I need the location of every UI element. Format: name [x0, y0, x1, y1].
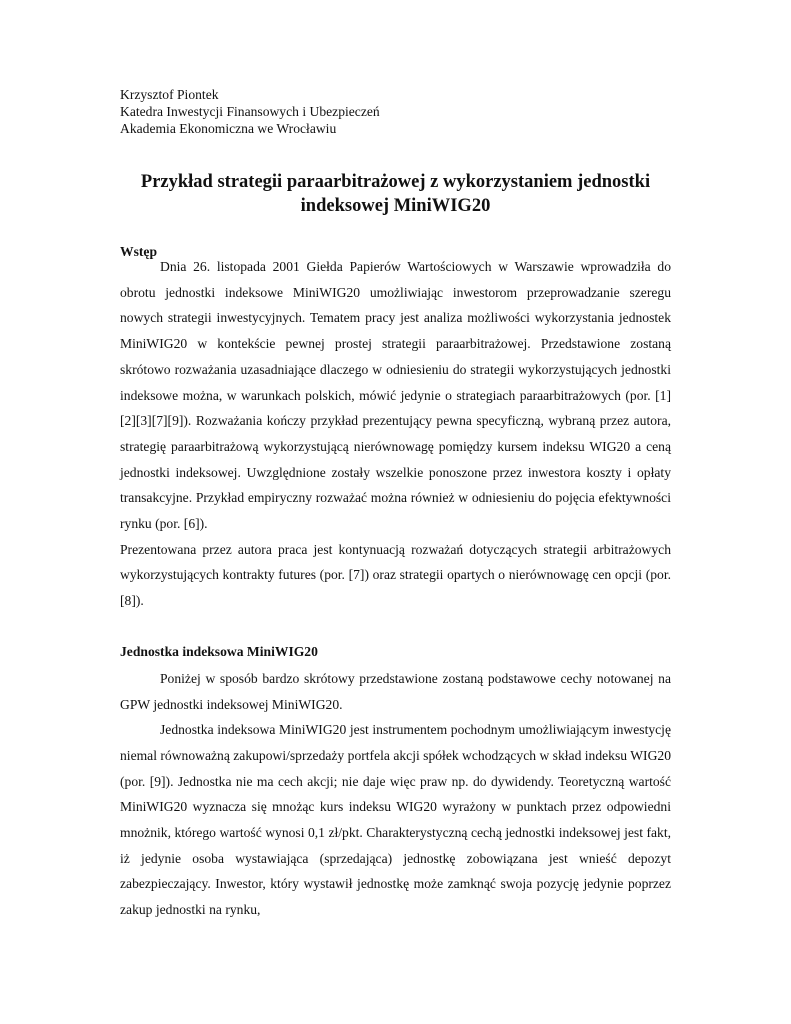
- author-department: Katedra Inwestycji Finansowych i Ubezpieczeń: [120, 104, 380, 119]
- miniwig-paragraph-1: Poniżej w sposób bardzo skrótowy przedstawione zostaną podstawowe cechy notowanej na GPW jednostki indeksowej MiniWIG20.: [120, 670, 671, 712]
- section-heading-intro: Wstęp: [120, 244, 158, 259]
- document-page: [120, 86, 671, 923]
- author-name: Krzysztof Piontek: [120, 87, 219, 102]
- miniwig-paragraph-2: Jednostka indeksowa MiniWIG20 jest instrumentem pochodnym umożliwiającym inwestycję niemal równoważną zakupowi/sprzedaży portfela akcji spółek wchodzących w skład indeksu WIG20 (por. [9]). Jednostka nie ma cech akcji; nie daje więc praw np. do dywidendy. Teoretyczną wartość MiniWIG20 wyznacza się mnożąc kurs indeksu WIG20 wyrażony w punktach przez odpowiedni mnożnik, którego wartość wynosi 0,1 zł/pkt. Charakterystyczną cechą jednostki indeksowej jest fakt, iż jedynie osoba wystawiająca (sprzedająca) jednostkę zobowiązana jest wnieść depozyt zabezpieczający. Inwestor, który wystawił jednostkę może zamknąć swoja pozycję jedynie poprzez zakup jednostki na rynku,: [120, 722, 671, 918]
- author-block: [120, 86, 671, 137]
- author-university: Akademia Ekonomiczna we Wrocławiu: [120, 121, 337, 136]
- paper-title: Przykład strategii paraarbitrażowej z wykorzystaniem jednostki indeksowej MiniWIG20: [140, 172, 651, 216]
- intro-paragraph-1: Dnia 26. listopada 2001 Giełda Papierów Wartościowych w Warszawie wprowadziła do obrotu jednostki indeksowe MiniWIG20 umożliwiając inwestorom przeprowadzanie szeregu nowych strategii inwestycyjnych. Tematem pracy jest analiza możliwości wykorzystania jednostek MiniWIG20 w kontekście pewnej prostej strategii paraarbitrażowej. Przedstawione zostaną skrótowo rozważania uzasadniające dlaczego w odniesieniu do strategii wykorzystujących jednostki indeksowe można, w warunkach polskich, mówić jedynie o strategiach paraarbitrażowych (por. [1][2][3][7][9]). Rozważania kończy przykład prezentujący pewna specyficzną, wybraną przez autora, strategię paraarbitrażową wykorzystującą nierównowagę pomiędzy kursem indeksu WIG20 a ceną jednostki indeksowej. Uwzględnione zostały wszelkie ponoszone przez inwestora koszty i opłaty transakcyjne. Przykład empiryczny rozważać można również w odniesieniu do pojęcia efektywności rynku (por. [6]).: [120, 259, 671, 532]
- section-heading-miniwig: Jednostka indeksowa MiniWIG20: [120, 643, 318, 659]
- intro-paragraph-2: Prezentowana przez autora praca jest kontynuacją rozważań dotyczących strategii arbitrażowych wykorzystujących kontrakty futures (por. [7]) oraz strategii opartych o nierównowagę cen opcji (por. [8]).: [120, 541, 671, 609]
